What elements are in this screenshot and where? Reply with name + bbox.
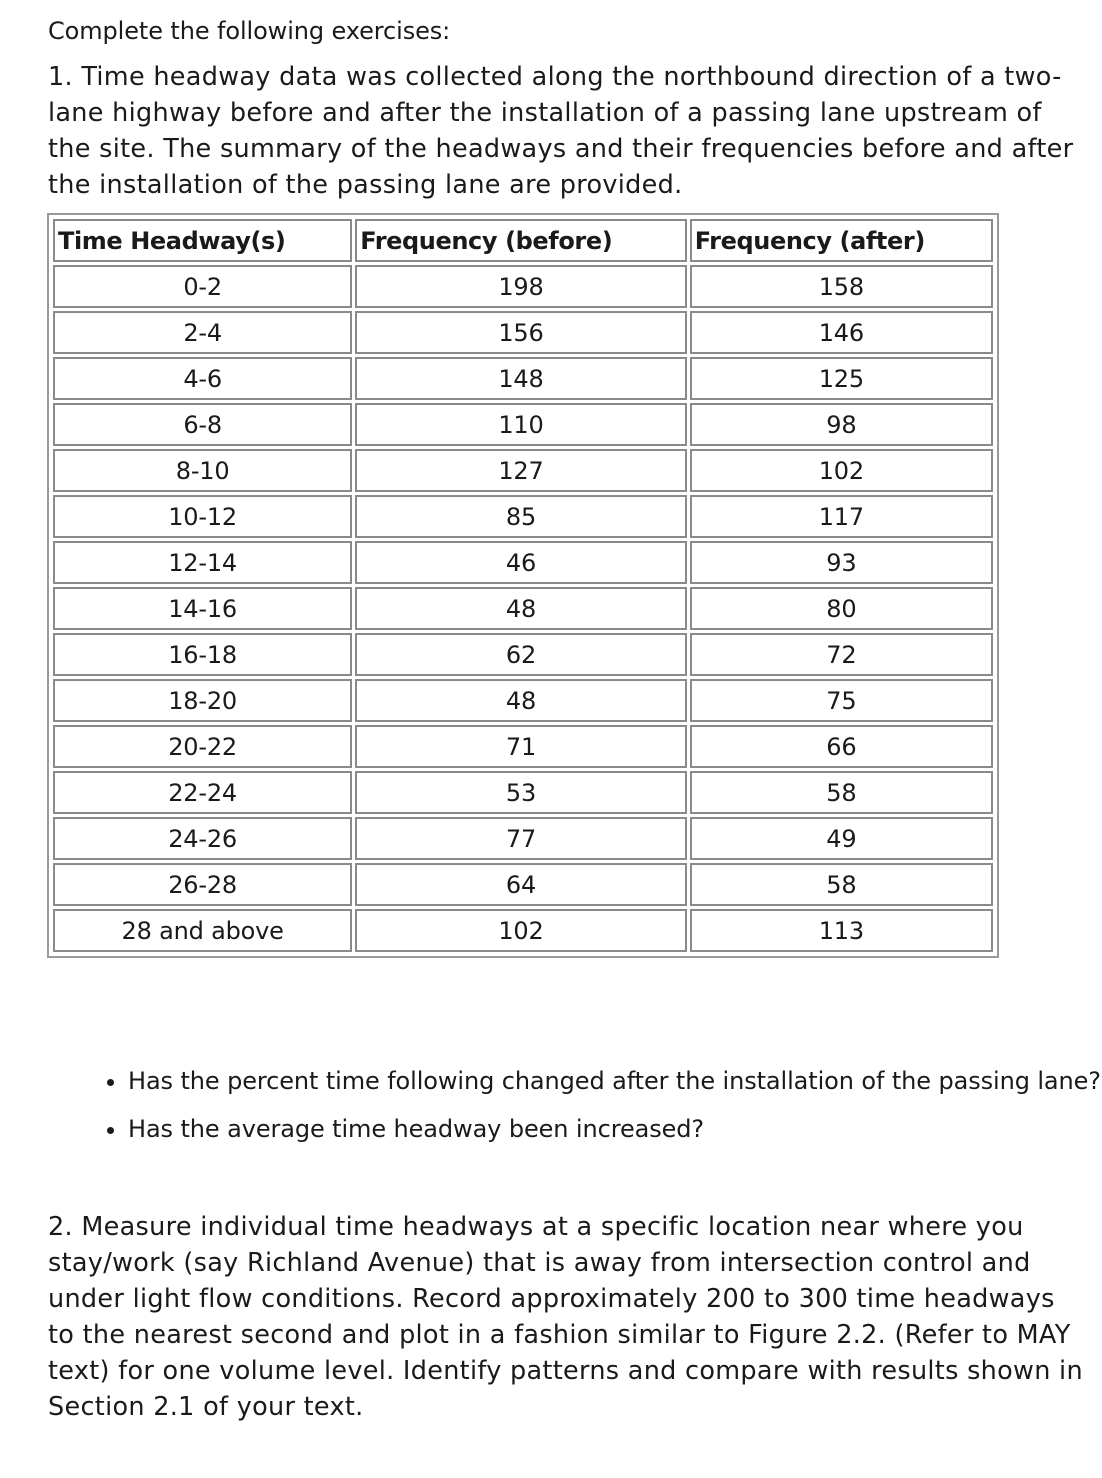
frequency-before-cell: 148 [355,357,686,400]
frequency-after-cell: 125 [690,357,993,400]
frequency-after-cell: 80 [690,587,993,630]
table-row [53,863,993,906]
headway-cell: 10-12 [53,495,352,538]
frequency-before-cell: 77 [355,817,686,860]
header-time-headway: Time Headway(s) [53,219,352,262]
headway-cell: 0-2 [53,265,352,308]
frequency-after-cell: 72 [690,633,993,676]
frequency-before-cell: 156 [355,311,686,354]
headway-cell: 24-26 [53,817,352,860]
question-1-text: 1. Time headway data was collected along the northbound direction of a two-lane highway before and after the installation of a passing lane upstream of the site. The summary of the headways and their frequencies before and after the installation of the passing lane are provided. [48,62,1074,200]
headway-cell: 12-14 [53,541,352,584]
frequency-after-cell: 75 [690,679,993,722]
headway-cell: 26-28 [53,863,352,906]
frequency-after-cell: 146 [690,311,993,354]
table-row [53,587,993,630]
headway-cell: 8-10 [53,449,352,492]
frequency-after-cell: 113 [690,909,993,952]
headway-frequency-table [47,213,999,958]
headway-cell: 16-18 [53,633,352,676]
frequency-after-cell: 117 [690,495,993,538]
frequency-before-cell: 71 [355,725,686,768]
frequency-after-cell: 98 [690,403,993,446]
frequency-before-cell: 64 [355,863,686,906]
table-row [53,633,993,676]
frequency-after-cell: 66 [690,725,993,768]
bullet-average-headway: • Has the average time headway been increased? [128,1111,1102,1147]
frequency-before-cell: 198 [355,265,686,308]
table-row [53,311,993,354]
headway-cell: 28 and above [53,909,352,952]
headway-cell: 20-22 [53,725,352,768]
headway-cell: 14-16 [53,587,352,630]
frequency-after-cell: 49 [690,817,993,860]
table-row [53,817,993,860]
intro-text: Complete the following exercises: [48,17,451,45]
question-2-text: 2. Measure individual time headways at a specific location near where you stay/work (say Richland Avenue) that is away from intersection control and under light flow conditions. Record approximately 200 to 300 time headways to the nearest second and plot in a fashion similar to Figure 2.2. (Refer to MAY text) for one volume level. Identify patterns and compare with results shown in Section 2.1 of your text. [48,1212,1083,1422]
frequency-after-cell: 58 [690,771,993,814]
frequency-before-cell: 48 [355,587,686,630]
frequency-before-cell: 48 [355,679,686,722]
bullet-percent-time-following: • Has the percent time following changed after the installation of the passing lane? [128,1063,1102,1099]
frequency-before-cell: 102 [355,909,686,952]
table-header-row [53,219,993,262]
frequency-after-cell: 102 [690,449,993,492]
headway-cell: 18-20 [53,679,352,722]
table-row [53,357,993,400]
table-row [53,771,993,814]
table-row [53,725,993,768]
header-frequency-before: Frequency (before) [355,219,686,262]
frequency-after-cell: 158 [690,265,993,308]
table-row [53,541,993,584]
headway-cell: 4-6 [53,357,352,400]
table-row [53,449,993,492]
table-row [53,495,993,538]
table-row [53,403,993,446]
frequency-before-cell: 85 [355,495,686,538]
table-body [53,265,993,952]
frequency-after-cell: 93 [690,541,993,584]
table-row [53,265,993,308]
question-1-bullets [92,1063,1102,1159]
frequency-before-cell: 46 [355,541,686,584]
headway-cell: 2-4 [53,311,352,354]
headway-cell: 22-24 [53,771,352,814]
table-row [53,909,993,952]
frequency-before-cell: 62 [355,633,686,676]
frequency-before-cell: 53 [355,771,686,814]
frequency-after-cell: 58 [690,863,993,906]
frequency-before-cell: 127 [355,449,686,492]
headway-cell: 6-8 [53,403,352,446]
header-frequency-after: Frequency (after) [690,219,993,262]
table-row [53,679,993,722]
frequency-before-cell: 110 [355,403,686,446]
